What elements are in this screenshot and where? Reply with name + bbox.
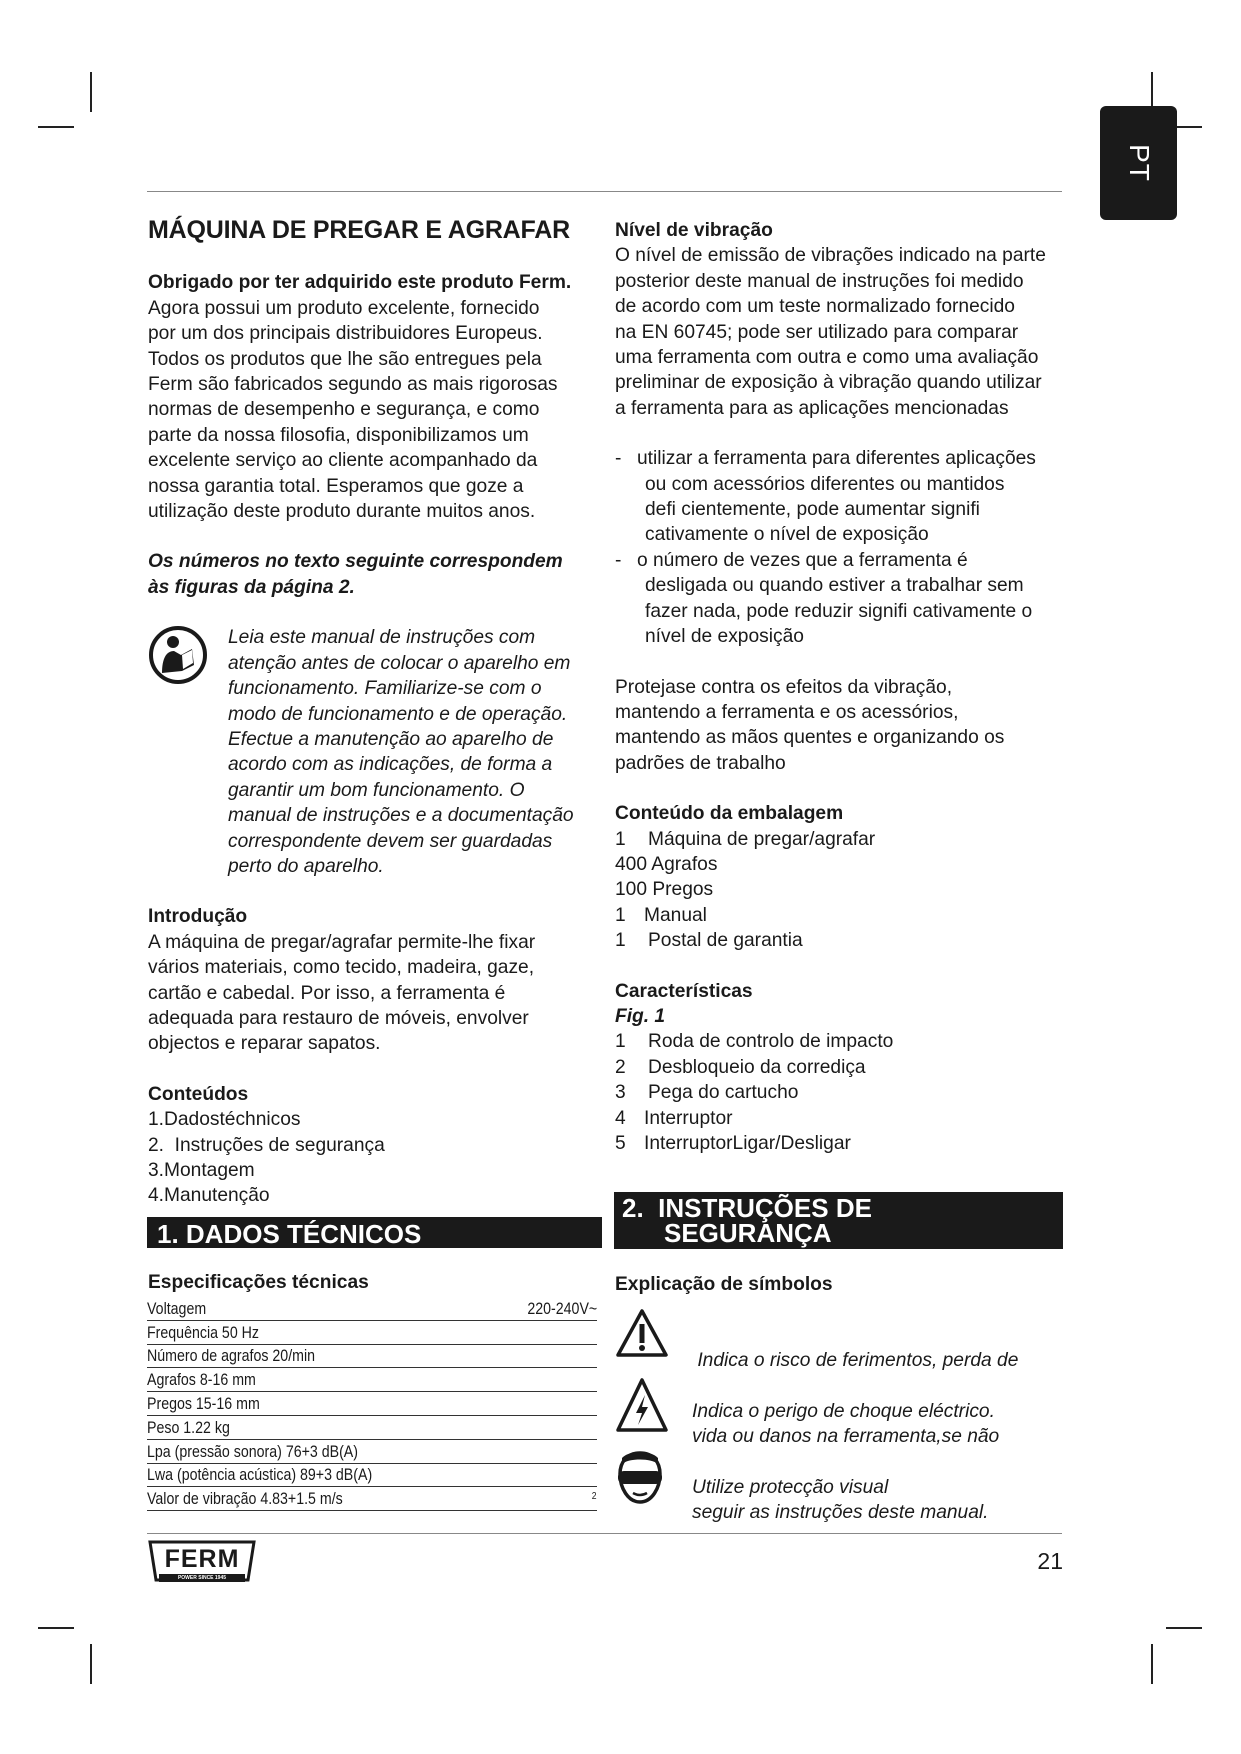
- contents-item: 2. Instruções de segurança: [148, 1134, 385, 1156]
- spec-label: Número de agrafos 20/min: [147, 1347, 316, 1366]
- text-line: adequada para restauro de móveis, envolver: [148, 1007, 529, 1029]
- item-number: 400: [615, 853, 648, 875]
- section-2-title-line1: 2. INSTRUÇÕES DE: [622, 1193, 872, 1223]
- text-line: O nível de emissão de vibrações indicado na parte: [615, 245, 1046, 267]
- item-text: Manual: [644, 904, 707, 926]
- text-line: Agora possui um produto excelente, fornecido: [148, 297, 540, 319]
- bottom-rule: [147, 1533, 1062, 1534]
- page-number: 21: [1037, 1548, 1063, 1574]
- text-line: Efectue a manutenção ao aparelho de: [228, 728, 554, 750]
- ferm-logo-tagline: POWER SINCE 1945: [177, 1575, 227, 1581]
- package-item: [615, 903, 1075, 928]
- text-line: ou com acessórios diferentes ou mantidos: [645, 473, 1005, 495]
- item-number: 5: [615, 1133, 626, 1154]
- figures-note: Os números no texto seguinte correspondem: [148, 551, 563, 573]
- section-2-header: [614, 1192, 1063, 1249]
- symbol-warning-text: [692, 1297, 1018, 1576]
- spec-label: Agrafos 8-16 mm: [147, 1371, 256, 1390]
- text-line: acordo com as indicações, de forma a: [228, 754, 553, 776]
- spec-row: [147, 1416, 597, 1440]
- text-line: excelente serviço ao cliente acompanhado da: [148, 450, 538, 472]
- spec-row: [147, 1392, 597, 1416]
- page-title: MÁQUINA DE PREGAR E AGRAFAR: [148, 216, 570, 244]
- spec-value: 2: [592, 1491, 597, 1503]
- spec-table: [147, 1297, 597, 1511]
- text-line: nossa garantia total. Esperamos que goze a: [148, 475, 524, 497]
- feature-item: [615, 1055, 1075, 1080]
- text-line: seguir as instruções deste manual.: [692, 1502, 989, 1524]
- text-line: perto do aparelho.: [228, 855, 384, 877]
- text-line: posterior deste manual de instruções foi medido: [615, 270, 1024, 292]
- crop-mark: [38, 1627, 74, 1629]
- contents-item: 1.Dadostéchnicos: [148, 1109, 301, 1131]
- language-tab-label: PT: [1123, 144, 1155, 182]
- language-tab: [1100, 106, 1177, 220]
- list-item: [615, 446, 1075, 548]
- manual-notice: [148, 625, 598, 879]
- text-line: cartão e cabedal. Por isso, a ferramenta é: [148, 982, 506, 1004]
- crop-mark: [1151, 1644, 1153, 1684]
- contents-heading: Conteúdos: [148, 1083, 249, 1105]
- text-line: uma ferramenta com outra e como uma avaliação: [615, 347, 1039, 369]
- text-line: correspondente devem ser guardadas: [228, 830, 553, 852]
- symbol-electric-text: Indica o perigo de choque eléctrico.: [692, 1401, 995, 1422]
- item-text: Desbloqueio da corrediça: [648, 1056, 866, 1078]
- text-line: utilizar a ferramenta para diferentes aplicações: [637, 448, 1036, 470]
- symbols-section: [615, 1272, 1075, 1524]
- text-line: nível de exposição: [645, 626, 804, 648]
- spec-heading-label: Especificações técnicas: [148, 1272, 369, 1293]
- list-dash: -: [615, 549, 622, 571]
- symbol-goggles-text: Utilize protecção visual: [692, 1477, 889, 1498]
- spec-heading: [148, 1272, 369, 1294]
- vibration-heading: Nível de vibração: [615, 220, 773, 241]
- text-line: A máquina de pregar/agrafar permite-lhe fixar: [148, 931, 536, 953]
- text-line: modo de funcionamento e de operação.: [228, 703, 568, 725]
- electric-shock-icon: [615, 1377, 669, 1433]
- text-line: defi cientemente, pode aumentar signifi: [645, 499, 980, 521]
- top-rule: [147, 191, 1062, 192]
- spec-label: Lpa (pressão sonora) 76+3 dB(A): [147, 1442, 359, 1461]
- text-line: utilização deste produto durante muitos anos.: [148, 501, 536, 523]
- spec-label: Lwa (potência acústica) 89+3 dB(A): [147, 1466, 373, 1485]
- item-number: 1: [615, 930, 626, 952]
- crop-mark: [38, 126, 74, 128]
- spec-row: [147, 1345, 597, 1369]
- text-line: a ferramenta para as aplicações mencionadas: [615, 397, 1009, 419]
- package-heading: Conteúdo da embalagem: [615, 803, 844, 825]
- text-line: funcionamento. Familiarize-se com o: [228, 678, 542, 700]
- package-item: [615, 827, 1075, 852]
- feature-item: [615, 1029, 1075, 1054]
- text-line: desligada ou quando estiver a trabalhar sem: [645, 575, 1024, 597]
- text-line: por um dos principais distribuidores Europeus.: [148, 323, 543, 345]
- item-text: Pregos: [652, 879, 714, 901]
- text-line: Leia este manual de instruções com: [228, 627, 536, 649]
- spec-row: [147, 1321, 597, 1345]
- spec-row: [147, 1487, 597, 1511]
- item-number: 3: [615, 1082, 626, 1104]
- spec-row: [147, 1297, 597, 1321]
- item-text: Agrafos: [651, 853, 718, 875]
- item-text: Máquina de pregar/agrafar: [648, 828, 876, 850]
- spec-value: 220-240V~: [527, 1299, 597, 1318]
- text-line: mantendo a ferramenta e os acessórios,: [615, 701, 959, 723]
- item-text: Roda de controlo de impacto: [648, 1031, 894, 1053]
- spec-row: [147, 1440, 597, 1464]
- list-dash: -: [615, 448, 622, 470]
- left-column: [148, 210, 598, 1209]
- text-line: Todos os produtos que lhe são entregues pela: [148, 348, 542, 370]
- intro-heading: Introdução: [148, 906, 248, 928]
- read-manual-icon: [148, 625, 208, 685]
- figures-note: às figuras da página 2.: [148, 576, 355, 598]
- item-text: Pega do cartucho: [648, 1082, 799, 1104]
- spec-label: Peso 1.22 kg: [147, 1418, 230, 1437]
- item-number: 1: [615, 828, 626, 850]
- crop-mark: [90, 72, 92, 112]
- item-number: 100: [615, 879, 648, 901]
- feature-item: [615, 1131, 1075, 1156]
- text-line: na EN 60745; pode ser utilizado para comparar: [615, 321, 1019, 343]
- text-line: normas de desempenho e segurança, e como: [148, 399, 540, 421]
- text-line: mantendo as mãos quentes e organizando os: [615, 727, 1005, 749]
- text-line: padrões de trabalho: [615, 752, 786, 774]
- text-line: garantir um bom funcionamento. O: [228, 779, 525, 801]
- spec-label: Voltagem: [147, 1299, 207, 1318]
- package-item: [615, 928, 1075, 953]
- spec-row: [147, 1368, 597, 1392]
- text-line: fazer nada, pode reduzir signifi cativamente o: [645, 600, 1033, 622]
- section-1-header: [147, 1217, 602, 1248]
- warning-triangle-icon: [615, 1308, 669, 1358]
- crop-mark: [1166, 1627, 1202, 1629]
- item-text: Interruptor: [644, 1107, 733, 1129]
- list-item: [615, 548, 1075, 650]
- spec-label: Frequência 50 Hz: [147, 1323, 260, 1342]
- text-line: de acordo com um teste normalizado fornecido: [615, 296, 1015, 318]
- text-line: atenção antes de colocar o aparelho em: [228, 652, 571, 674]
- text-line: objectos e reparar sapatos.: [148, 1033, 381, 1055]
- intro-paragraph: [148, 296, 598, 525]
- item-text: InterruptorLigar/Desligar: [644, 1133, 851, 1154]
- text-line: Indica o risco de ferimentos, perda de: [692, 1349, 1019, 1371]
- contents-item: 3.Montagem: [148, 1160, 255, 1181]
- feature-item: [615, 1080, 1075, 1105]
- ferm-logo: [147, 1540, 257, 1586]
- text-line: Ferm são fabricados segundo as mais rigorosas: [148, 374, 558, 396]
- text-line: o número de vezes que a ferramenta é: [637, 549, 968, 571]
- feature-item: [615, 1106, 1075, 1131]
- section-1-title: 1. DADOS TÉCNICOS: [157, 1219, 422, 1249]
- spec-label: Valor de vibração 4.83+1.5 m/s: [147, 1490, 343, 1509]
- item-number: 1: [615, 1031, 626, 1053]
- thanks-heading: Obrigado por ter adquirido este produto Ferm.: [148, 272, 572, 294]
- text-line: preliminar de exposição à vibração quando utilizar: [615, 372, 1042, 394]
- item-number: 2: [615, 1056, 626, 1078]
- text-line: vida ou danos na ferramenta,se não: [692, 1426, 1000, 1448]
- spec-label: Pregos 15-16 mm: [147, 1394, 260, 1413]
- spec-row: [147, 1464, 597, 1488]
- features-heading: Características: [615, 980, 753, 1002]
- text-line: vários materiais, como tecido, madeira, gaze,: [148, 957, 535, 979]
- item-text: Postal de garantia: [648, 930, 803, 952]
- symbols-heading: Explicação de símbolos: [615, 1274, 833, 1295]
- item-number: 4: [615, 1107, 626, 1129]
- package-item: [615, 852, 1075, 877]
- right-column: [615, 218, 1075, 1156]
- text-line: parte da nossa filosofia, disponibilizamos um: [148, 424, 529, 446]
- package-item: [615, 877, 1075, 902]
- item-number: 1: [615, 904, 626, 926]
- crop-mark: [90, 1644, 92, 1684]
- text-line: cativamente o nível de exposição: [645, 524, 929, 546]
- text-line: Protejase contra os efeitos da vibração,: [615, 676, 953, 698]
- section-2-title-line2: SEGURANÇA: [664, 1218, 832, 1248]
- contents-item: 4.Manutenção: [148, 1185, 270, 1207]
- safety-goggles-icon: [615, 1450, 665, 1506]
- ferm-logo-text: FERM: [164, 1545, 240, 1573]
- text-line: manual de instruções e a documentação: [228, 805, 574, 827]
- fig-label: Fig. 1: [615, 1005, 666, 1027]
